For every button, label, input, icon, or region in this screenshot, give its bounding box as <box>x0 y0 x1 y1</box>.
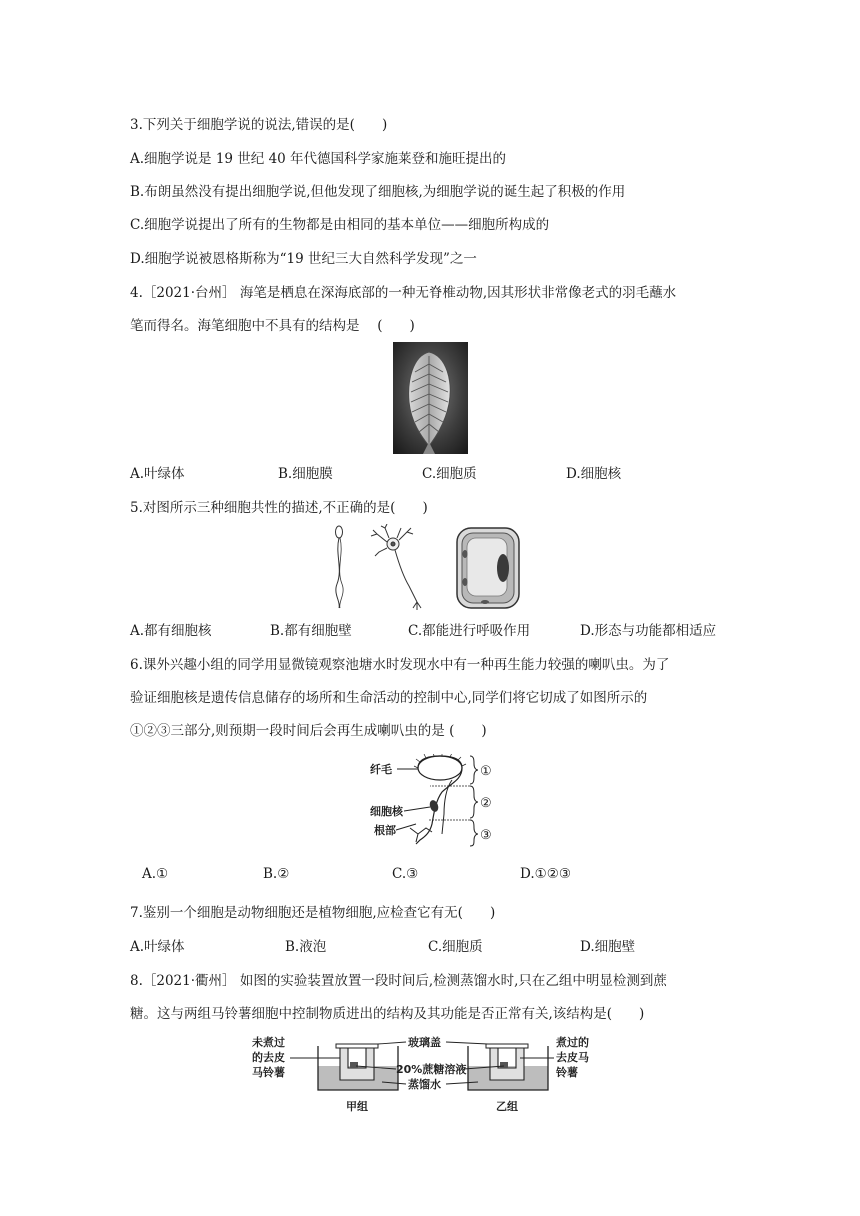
right-label-line3: 铃薯 <box>556 1066 578 1079</box>
right-label-line2: 去皮马 <box>556 1051 589 1064</box>
q4-stem-line1: 4.［2021·台州］ 海笔是栖息在深海底部的一种无脊椎动物,因其形状非常像老式的羽毛蘸水 <box>130 285 677 301</box>
q3-option-b: B.布朗虽然没有提出细胞学说,但他发现了细胞核,为细胞学说的诞生起了积极的作用 <box>130 184 626 200</box>
sucrose-label: 20%蔗糖溶液 <box>396 1063 467 1076</box>
q8-stem-line2: 糖。这与两组马铃薯细胞中控制物质进出的结构及其功能是否正常有关,该结构是( ) <box>130 1006 645 1022</box>
part3-marker: ③ <box>480 828 492 843</box>
glass-cover-label: 玻璃盖 <box>408 1036 441 1049</box>
q7-option-a: A.叶绿体 <box>130 939 185 955</box>
q5-option-c: C.都能进行呼吸作用 <box>408 623 531 639</box>
q4-option-b: B.细胞膜 <box>278 466 333 482</box>
q3-option-a: A.细胞学说是 19 世纪 40 年代德国科学家施莱登和施旺提出的 <box>130 151 507 167</box>
beaker-group-a <box>318 1044 398 1090</box>
q6-stem-line1: 6.课外兴趣小组的同学用显微镜观察池塘水时发现水中有一种再生能力较强的喇叭虫。为了 <box>130 657 670 673</box>
q4-option-c: C.细胞质 <box>422 466 477 482</box>
q6-option-d: D.①②③ <box>520 866 571 882</box>
plant-cell-drawing <box>457 528 519 608</box>
trumpet-animalcule-figure <box>370 754 500 848</box>
group-b-caption: 乙组 <box>496 1100 518 1113</box>
right-label-line1: 煮过的 <box>556 1036 589 1049</box>
q3-stem: 3.下列关于细胞学说的说法,错误的是( ) <box>130 117 388 133</box>
three-cells-figure <box>325 524 525 612</box>
q3-option-d: D.细胞学说被恩格斯称为“19 世纪三大自然科学发现”之一 <box>130 251 477 267</box>
beaker-group-b <box>468 1044 548 1090</box>
group-a-caption: 甲组 <box>346 1100 368 1113</box>
q4-option-a: A.叶绿体 <box>130 466 185 482</box>
potato-experiment-figure <box>250 1034 600 1114</box>
left-label-line2: 的去皮 <box>252 1051 285 1064</box>
q5-option-d: D.形态与功能都相适应 <box>580 623 717 639</box>
q4-option-d: D.细胞核 <box>566 466 622 482</box>
q5-option-b: B.都有细胞壁 <box>270 623 352 639</box>
part2-marker: ② <box>480 796 492 811</box>
neuron-drawing <box>371 524 421 610</box>
cilia-label: 纤毛 <box>370 763 392 776</box>
q7-stem: 7.鉴别一个细胞是动物细胞还是植物细胞,应检查它有无( ) <box>130 905 496 921</box>
q3-option-c: C.细胞学说提出了所有的生物都是由相同的基本单位——细胞所构成的 <box>130 217 550 233</box>
q7-option-b: B.液泡 <box>285 939 327 955</box>
q8-stem-line1: 8.［2021·衢州］ 如图的实验装置放置一段时间后,检测蒸馏水时,只在乙组中明显检测到蔗 <box>130 973 667 989</box>
q5-option-a: A.都有细胞核 <box>130 623 212 639</box>
q6-option-c: C.③ <box>392 866 419 882</box>
nucleus-label: 细胞核 <box>370 805 403 818</box>
q7-option-d: D.细胞壁 <box>580 939 636 955</box>
q5-stem: 5.对图所示三种细胞共性的描述,不正确的是( ) <box>130 500 428 516</box>
sea-pen-photo <box>393 342 468 454</box>
q7-option-c: C.细胞质 <box>428 939 483 955</box>
distilled-water-label: 蒸馏水 <box>408 1078 441 1091</box>
root-label: 根部 <box>374 824 396 837</box>
q4-stem-line2: 笔而得名。海笔细胞中不具有的结构是 ( ) <box>130 318 415 334</box>
sperm-cell-drawing <box>336 526 344 608</box>
part1-marker: ① <box>480 764 492 779</box>
q6-stem-line3: ①②③三部分,则预期一段时间后会再生成喇叭虫的是 ( ) <box>130 723 487 739</box>
q6-stem-line2: 验证细胞核是遗传信息储存的场所和生命活动的控制中心,同学们将它切成了如图所示的 <box>130 690 648 706</box>
left-label-line1: 未煮过 <box>252 1036 285 1049</box>
q6-option-a: A.① <box>142 866 169 882</box>
left-label-line3: 马铃薯 <box>252 1066 285 1079</box>
q6-option-b: B.② <box>263 866 290 882</box>
